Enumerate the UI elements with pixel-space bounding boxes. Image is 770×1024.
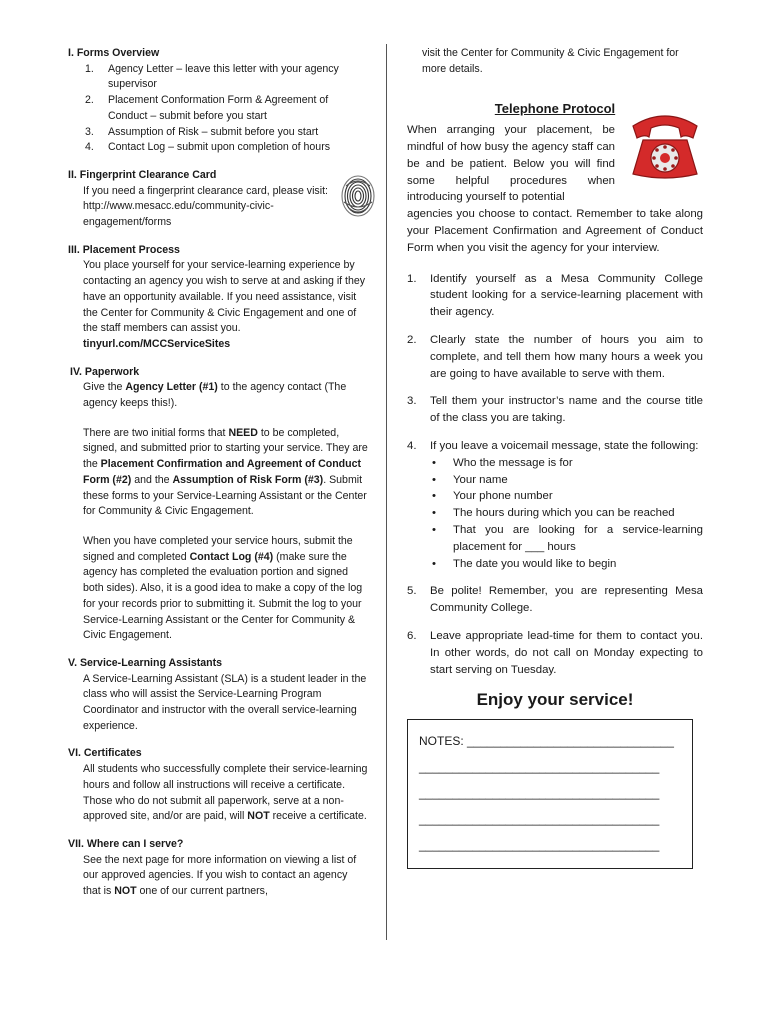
where-text — [68, 853, 368, 900]
text-run: receive a certificate. — [269, 810, 367, 823]
list-item — [85, 62, 368, 93]
list-item — [407, 271, 703, 321]
text-run-bold: Contact Log (#4) — [189, 550, 274, 563]
telephone-intro-bottom: agencies you choose to contact. Remember to take along your Placement Confirmation and Agreement of Conduct Form when you visit the agency for your interview. — [407, 208, 703, 254]
notes-line: ____________________________________ — [419, 760, 660, 775]
item-text: Be polite! Remember, you are representing Mesa Community College. — [430, 585, 703, 615]
item-text: Leave appropriate lead-time for them to contact you. In other words, do not call on Monday expecting to start serving on Tuesday. — [430, 629, 703, 676]
item-number: 1. — [407, 272, 417, 285]
item-text: Tell them your instructor’s name and the course title of the class you are taking. — [430, 395, 703, 425]
fingerprint-text: If you need a fingerprint clearance card, please visit: http://www.mesacc.edu/community-civic-engagement/forms — [83, 184, 328, 229]
enjoy-heading: Enjoy your service! — [476, 690, 634, 710]
text-run-bold: NEED — [228, 426, 258, 439]
text-run-bold: Placement Confirmation and Agreement of Conduct Form (#2) — [83, 458, 362, 486]
voicemail-bullets — [430, 455, 703, 573]
list-item: • The hours during which you can be reached — [430, 505, 703, 522]
list-item — [407, 438, 703, 572]
forms-overview-section — [68, 46, 368, 156]
list-item — [85, 140, 368, 156]
item-text: Agency Letter – leave this letter with your agency supervisor — [108, 62, 339, 91]
paperwork-para-1 — [83, 380, 368, 411]
text-run: See the next page for more information on viewing a list of our approved agencies. If you wish to contact an agency that is — [83, 853, 357, 898]
left-column — [68, 46, 368, 912]
paperwork-para-2 — [83, 426, 368, 520]
item-number: 1. — [85, 62, 94, 75]
forms-overview-heading: I. Forms Overview — [68, 47, 160, 59]
telephone-protocol-title: Telephone Protocol — [494, 101, 616, 117]
text-run: When you have completed your service hours, submit the signed and completed — [83, 534, 353, 563]
item-text: Assumption of Risk – submit before you start — [108, 125, 319, 138]
telephone-steps — [407, 271, 703, 679]
item-text: If you leave a voicemail message, state the following: — [430, 439, 699, 452]
telephone-intro-top: When arranging your placement, be mindful of how busy the agency staff can be and be patient. Below you will find some helpful procedures when introducing yourself to potential — [407, 124, 615, 204]
placement-body: You place yourself for your service-learning experience by contacting an agency you wish to serve at and asking if they have an opportunity available. If you need assistance, visit the Center for Community & Civic Engagement and one of the staff members can assist you. — [83, 259, 366, 335]
text-run-bold: Assumption of Risk Form (#3) — [172, 473, 324, 486]
list-item — [407, 583, 703, 617]
certificates-section — [68, 746, 368, 825]
item-text: Contact Log – submit upon completion of hours — [108, 141, 331, 154]
paperwork-section — [68, 365, 368, 644]
paperwork-para-3 — [83, 534, 368, 644]
list-item — [85, 93, 368, 124]
text-run: Give the — [83, 381, 126, 394]
notes-box[interactable] — [407, 719, 693, 869]
placement-section — [68, 243, 368, 353]
fingerprint-section — [68, 168, 368, 231]
placement-text — [68, 258, 368, 352]
fingerprint-icon — [340, 172, 376, 218]
list-item: • Your phone number — [430, 488, 703, 505]
text-run: to be completed, signed, and submitted prior to starting your service. They are the — [83, 426, 368, 471]
text-run: and the — [131, 473, 173, 486]
continued-text: visit the Center for Community & Civic Engagement for more details. — [422, 47, 679, 75]
text-run: (make sure the agency has completed the evaluation portion and signed both sides). Also, it is a good idea to make a copy of the log for your records prior to submitting it. Submit the log to your Service-Learning Assistant or the Center for Community & Civic Engagement. — [83, 550, 363, 642]
item-text: Placement Conformation Form & Agreement of Conduct – submit before you start — [108, 94, 329, 122]
item-number: 4. — [407, 439, 417, 452]
list-item: • Your name — [430, 472, 703, 489]
list-item — [85, 125, 368, 141]
list-item: • That you are looking for a service-learning placement for ___ hours — [430, 522, 703, 556]
certificates-heading: VI. Certificates — [68, 747, 142, 760]
list-item — [407, 332, 703, 382]
item-number: 2. — [407, 333, 417, 346]
list-item: • Who the message is for — [430, 455, 703, 472]
sla-heading: V. Service-Learning Assistants — [68, 656, 223, 669]
item-number: 4. — [85, 141, 94, 154]
list-item — [407, 628, 703, 678]
text-run: one of our current partners, — [136, 885, 268, 898]
certificates-text — [68, 762, 368, 825]
right-column — [407, 46, 703, 869]
item-number: 2. — [85, 94, 94, 107]
where-heading: VII. Where can I serve? — [68, 837, 184, 850]
text-run: to the agency contact (The agency keeps this!). — [83, 381, 347, 410]
item-number: 3. — [85, 125, 94, 138]
item-number: 3. — [407, 395, 417, 408]
notes-line: ____________________________________ — [419, 786, 660, 801]
forms-list — [68, 62, 368, 156]
item-number: 6. — [407, 629, 417, 642]
text-run: All students who successfully complete their service-learning hours and follow all instructions will receive a certificate. Those who do not submit all paperwork, serve at a non-approved site, and/or are paid, will — [83, 763, 368, 823]
notes-line: ____________________________________ — [419, 812, 660, 827]
text-run: There are two initial forms that — [83, 426, 229, 439]
placement-heading: III. Placement Process — [68, 243, 180, 256]
item-text: Clearly state the number of hours you aim to complete, and tell them how many hours a week you are going to have available to serve with them. — [430, 333, 703, 380]
item-number: 5. — [407, 585, 417, 598]
sites-link[interactable]: tinyurl.com/MCCServiceSites — [83, 337, 231, 350]
text-run-bold: NOT — [247, 810, 270, 823]
column-divider — [386, 44, 387, 940]
fingerprint-heading: II. Fingerprint Clearance Card — [68, 168, 217, 181]
text-run-bold: NOT — [114, 885, 137, 898]
text-run-bold: Agency Letter (#1) — [125, 381, 218, 394]
text-run: . Submit these forms to your Service-Learning Assistant or the Center for Community & Civic Engagement. — [83, 473, 367, 518]
sla-text: A Service-Learning Assistant (SLA) is a student leader in the class who will assist the Service-Learning Program Coordinator and instructor with the overall service-learning experience. — [83, 672, 367, 732]
list-item — [407, 393, 703, 427]
paperwork-heading: IV. Paperwork — [70, 365, 140, 378]
red-rotary-telephone-icon — [625, 104, 705, 184]
sla-section — [68, 656, 368, 735]
notes-line: ____________________________________ — [419, 838, 660, 853]
notes-label: NOTES: _______________________________ — [419, 734, 674, 749]
list-item: • The date you would like to begin — [430, 556, 703, 573]
item-text: Identify yourself as a Mesa Community College student looking for a service-learning placement with their agency. — [430, 272, 703, 319]
where-section — [68, 837, 368, 900]
